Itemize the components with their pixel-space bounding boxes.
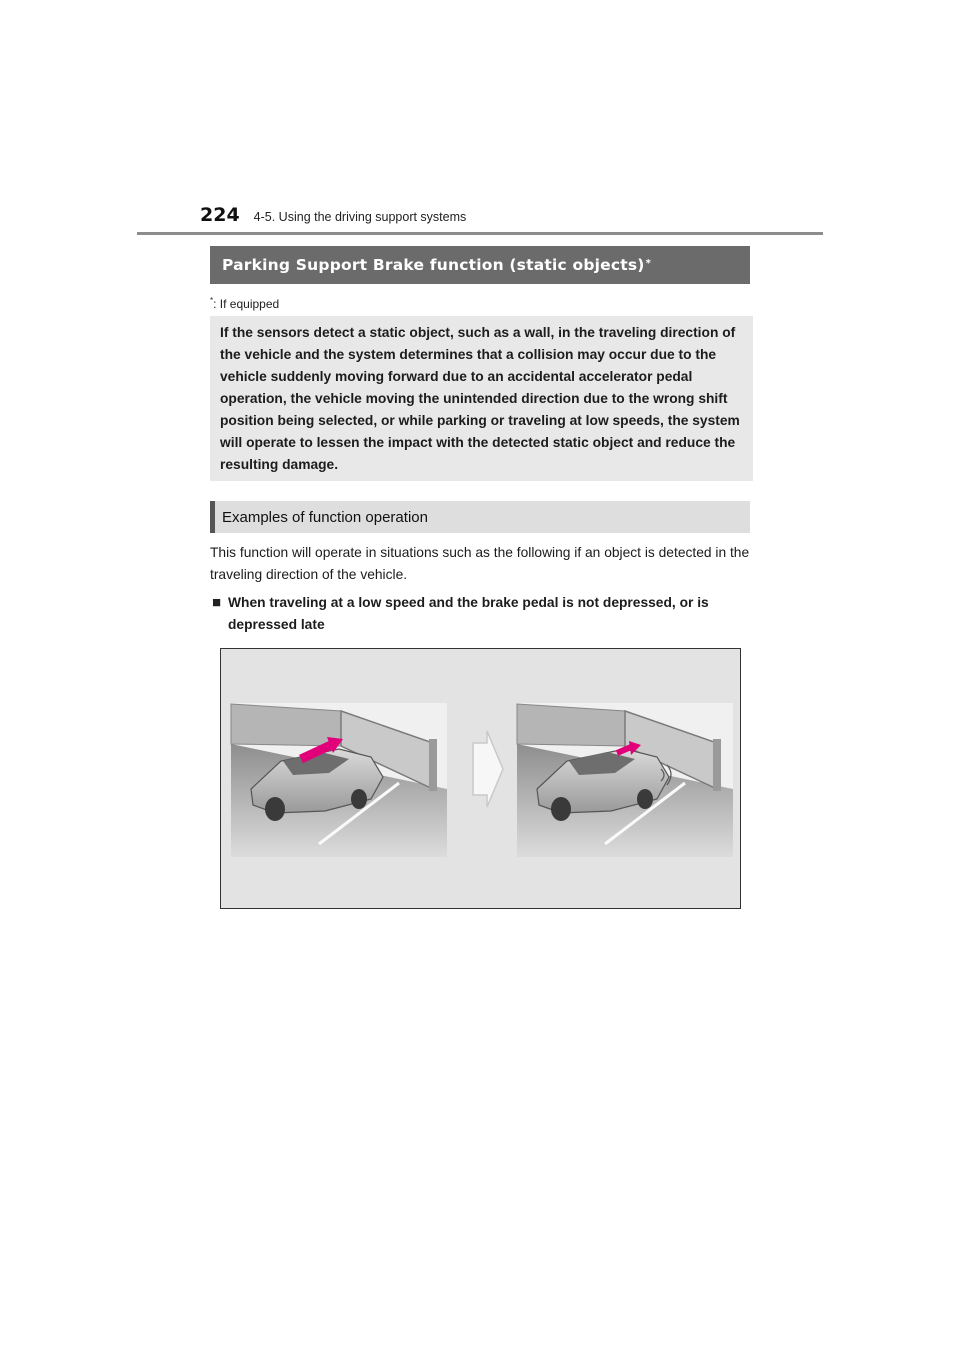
case-item	[212, 592, 742, 636]
footnote-text: : If equipped	[213, 297, 280, 311]
title-asterisk: *	[645, 257, 652, 269]
section-title-bar	[210, 246, 750, 284]
footnote	[210, 296, 279, 311]
page-header	[200, 204, 466, 226]
car-wheel-front	[265, 797, 285, 821]
subsection-heading: Examples of function operation	[222, 508, 428, 526]
section-title: 4-5. Using the driving support systems	[253, 210, 467, 224]
car-wheel-rear	[637, 789, 653, 809]
subsection-heading-bar	[210, 501, 750, 533]
illustration-figure	[220, 648, 741, 909]
scene-before	[231, 703, 447, 857]
wall-left-panel	[231, 704, 341, 746]
wall-post	[429, 739, 437, 791]
wall-post	[713, 739, 721, 791]
wall-left-panel	[517, 704, 625, 746]
intro-box	[210, 316, 753, 481]
examples-paragraph: This function will operate in situations such as the following if an object is detected in the traveling direction of the vehicle.	[210, 545, 750, 582]
illustration-svg	[221, 649, 739, 907]
car-wheel-front	[551, 797, 571, 821]
case-text: When traveling at a low speed and the brake pedal is not depressed, or is depressed late	[228, 595, 709, 632]
square-bullet-icon: ■	[212, 594, 222, 611]
car-wheel-rear	[351, 789, 367, 809]
section-heading: Parking Support Brake function (static objects)	[222, 256, 645, 274]
footnote-marker: *	[210, 296, 214, 305]
header-divider	[137, 232, 823, 235]
scene-after	[517, 703, 733, 857]
page-number: 224	[200, 204, 240, 226]
intro-text: If the sensors detect a static object, such as a wall, in the traveling direction of the vehicle and the system determines that a collision may occur due to the vehicle suddenly moving forward due to an accidental accelerator pedal operation, the vehicle moving the unintended direction due to the wrong shift position being selected, or while parking or traveling at low speeds, the system will operate to lessen the impact with the detected static object and reduce the resulting damage.	[220, 325, 740, 472]
